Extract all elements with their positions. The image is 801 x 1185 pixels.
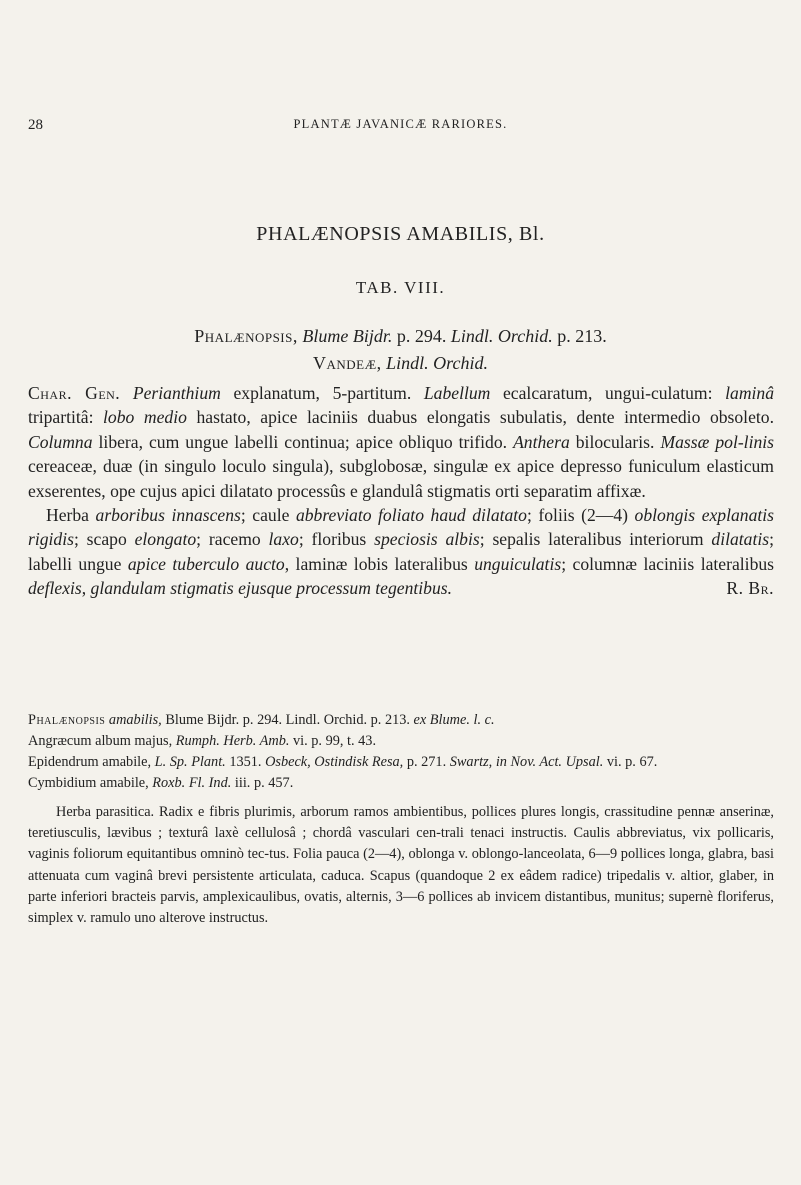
running-head: [28, 117, 773, 137]
synonym-cymbidium: Cymbidium amabile, Roxb. Fl. Ind. iii. p. 457.: [28, 775, 294, 791]
page-number: 28: [28, 117, 43, 133]
ref-author-blume: Blume Bijdr.: [302, 326, 393, 346]
author-signature: R. Br.: [726, 578, 774, 599]
ref-page-2: p. 213.: [552, 326, 607, 346]
genus-reference: [0, 326, 801, 347]
genus-name: Phalænopsis,: [194, 326, 298, 346]
tribe-name: Vandeæ,: [312, 353, 382, 373]
ref-author-lindley: Lindl. Orchid.: [450, 326, 553, 346]
plate-number: TAB. VIII.: [355, 278, 446, 297]
species-description: [28, 802, 774, 929]
tribe-reference: [0, 353, 801, 374]
synonym-phalaenopsis: Phalænopsis amabilis, Blume Bijdr. p. 294. Lindl. Orchid. p. 213. ex Blume. l. c.: [28, 712, 495, 728]
tribe-author: Lindl. Orchid.: [386, 353, 488, 373]
ref-page-1: p. 294.: [392, 326, 451, 346]
synonymy: [28, 710, 774, 794]
synonym-angraecum: Angræcum album majus, Rumph. Herb. Amb. vi. p. 99, t. 43.: [28, 733, 377, 749]
generic-character-block: [28, 381, 774, 601]
habit-character: Herba arboribus innascens; caule abbreviato foliato haud dilatato; foliis (2—4) oblongis explanatis rigidis; scapo elongato; racemo laxo; floribus speciosis albis; sepalis lateralibus interiorum dilatatis; labelli ungue apice tuberculo aucto, laminæ lobis lateralibus unguiculatis; columnæ laciniis lateralibus deflexis, glandulam stigmatis ejusque processum tegentibus. R. Br.: [28, 503, 774, 601]
synonym-epidendrum: Epidendrum amabile, L. Sp. Plant. 1351. Osbeck, Ostindisk Resa, p. 271. Swartz, in Nov. Act. Upsal. vi. p. 67.: [28, 754, 658, 770]
running-title: PLANTÆ JAVANICÆ RARIORES.: [293, 117, 508, 131]
generic-character: Char. Gen. Perianthium explanatum, 5-partitum. Labellum ecalcaratum, ungui-culatum: laminâ tripartitâ: lobo medio hastato, apice laciniis duabus elongatis subulatis, dente intermedio obsoleto. Columna libera, cum ungue labelli continua; apice obliquo trifido. Anthera bilocularis. Massæ pol-linis cereaceæ, duæ (in singulo loculo singula), subglobosæ, singulæ ex apice depresso funiculum elasticum exserentes, ope cujus apici dilatato processûs e glandulâ stigmatis orti separatim affixæ.: [28, 383, 775, 501]
species-title: PHALÆNOPSIS AMABILIS, Bl.: [256, 223, 545, 245]
description-paragraph: Herba parasitica. Radix e fibris plurimis, arborum ramos ambientibus, pollices plures longis, crassitudine pennæ anserinæ, teretiusculis, lævibus ; texturâ laxè cellulosâ ; chordâ vasculari cen-trali tenaci instructis. Caulis abbreviatus, vix pollicaris, vaginis foliorum equitantibus omninò tec-tus. Folia pauca (2—4), oblonga v. oblongo-lanceolata, 6—9 pollices longa, glabra, basi attenuata cum vaginâ brevi persistente articulata, caduca. Scapus (quandoque 2 ex eâdem radice) tripedalis v. altior, glaber, in parte inferiori bracteis parvis, amplexicaulibus, ovatis, alternis, 3—6 pollices ab invicem distantibus, munitus; supernè floriferus, simplex v. ramulo uno alterove instructus.: [28, 804, 774, 927]
